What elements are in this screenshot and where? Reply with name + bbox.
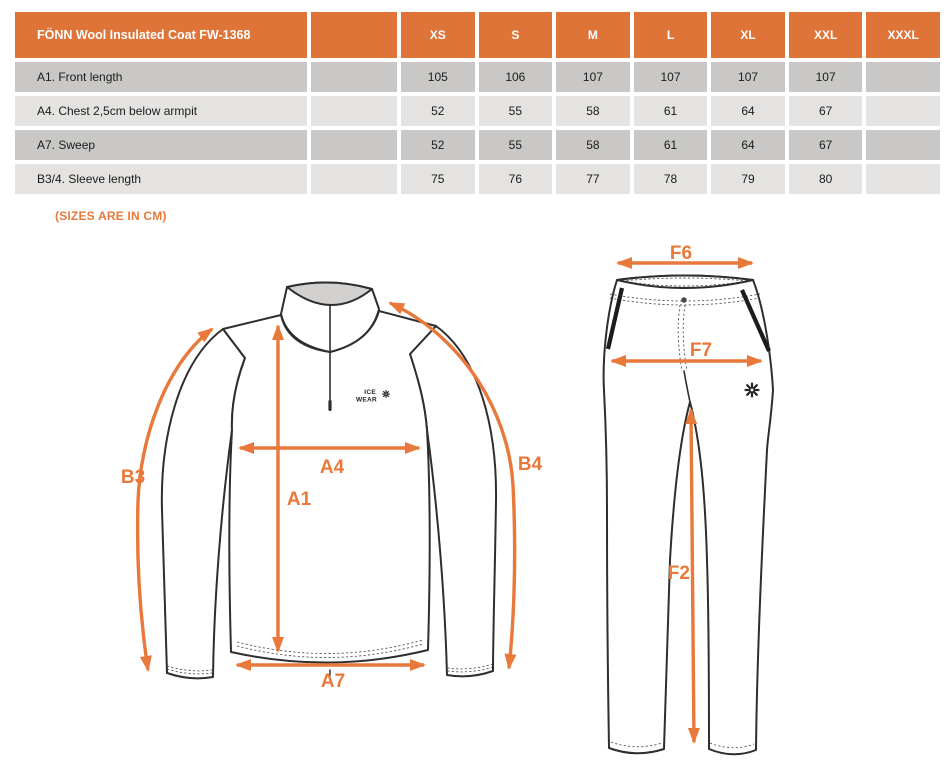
size-value: 55 xyxy=(479,96,553,126)
row-label: A4. Chest 2,5cm below armpit xyxy=(15,96,307,126)
size-value xyxy=(866,130,940,160)
size-value: 75 xyxy=(401,164,475,194)
size-value: 61 xyxy=(634,130,708,160)
measure-label-f2: F2 xyxy=(667,563,690,584)
size-header-xxl: XXL xyxy=(789,12,863,58)
pants-button xyxy=(681,297,687,303)
size-value: 78 xyxy=(634,164,708,194)
row-label: A7. Sweep xyxy=(15,130,307,160)
measure-label-a1: A1 xyxy=(286,489,312,510)
size-value: 64 xyxy=(711,96,785,126)
size-value: 77 xyxy=(556,164,630,194)
measure-label-b4: B4 xyxy=(517,454,543,475)
size-value: 61 xyxy=(634,96,708,126)
size-value: 107 xyxy=(711,62,785,92)
header-spacer-cell xyxy=(311,12,397,58)
measure-label-a7: A7 xyxy=(320,671,346,692)
size-value: 58 xyxy=(556,96,630,126)
size-value: 76 xyxy=(479,164,553,194)
size-header-m: M xyxy=(556,12,630,58)
measure-arrow-f2 xyxy=(691,410,694,742)
table-title: FÖNN Wool Insulated Coat FW-1368 xyxy=(15,12,307,58)
size-value: 52 xyxy=(401,130,475,160)
size-header-xxxl: XXXL xyxy=(866,12,940,58)
size-value: 58 xyxy=(556,130,630,160)
size-value: 64 xyxy=(711,130,785,160)
size-value: 107 xyxy=(789,62,863,92)
size-value: 52 xyxy=(401,96,475,126)
measure-label-f7: F7 xyxy=(689,340,713,361)
row-label: B3/4. Sleeve length xyxy=(15,164,307,194)
size-header-l: L xyxy=(634,12,708,58)
size-value: 107 xyxy=(634,62,708,92)
measure-label-a4: A4 xyxy=(319,457,345,478)
pants-body xyxy=(604,276,773,755)
size-header-xl: XL xyxy=(711,12,785,58)
size-table xyxy=(15,12,940,194)
size-value: 106 xyxy=(479,62,553,92)
size-value: 67 xyxy=(789,96,863,126)
jacket-zipper-pull xyxy=(328,400,331,411)
row-spacer-cell xyxy=(311,62,397,92)
size-value: 107 xyxy=(556,62,630,92)
size-value xyxy=(866,96,940,126)
size-value: 55 xyxy=(479,130,553,160)
sizes-note: (SIZES ARE IN CM) xyxy=(55,209,167,223)
jacket-drawing xyxy=(121,282,543,692)
size-value xyxy=(866,164,940,194)
size-header-s: S xyxy=(479,12,553,58)
garment-diagram xyxy=(0,230,948,782)
row-spacer-cell xyxy=(311,164,397,194)
row-spacer-cell xyxy=(311,130,397,160)
pants-snowflake-icon xyxy=(746,384,759,397)
size-value xyxy=(866,62,940,92)
row-label: A1. Front length xyxy=(15,62,307,92)
size-header-xs: XS xyxy=(401,12,475,58)
row-spacer-cell xyxy=(311,96,397,126)
size-value: 67 xyxy=(789,130,863,160)
logo-text-wear: WEAR xyxy=(355,396,377,404)
logo-text-ice: ICE xyxy=(364,389,376,396)
size-value: 80 xyxy=(789,164,863,194)
measure-label-f6: F6 xyxy=(669,243,693,264)
logo-snowflake-icon xyxy=(383,391,390,398)
pants-drawing xyxy=(604,243,773,754)
size-value: 79 xyxy=(711,164,785,194)
measure-label-b3: B3 xyxy=(120,467,146,488)
size-value: 105 xyxy=(401,62,475,92)
